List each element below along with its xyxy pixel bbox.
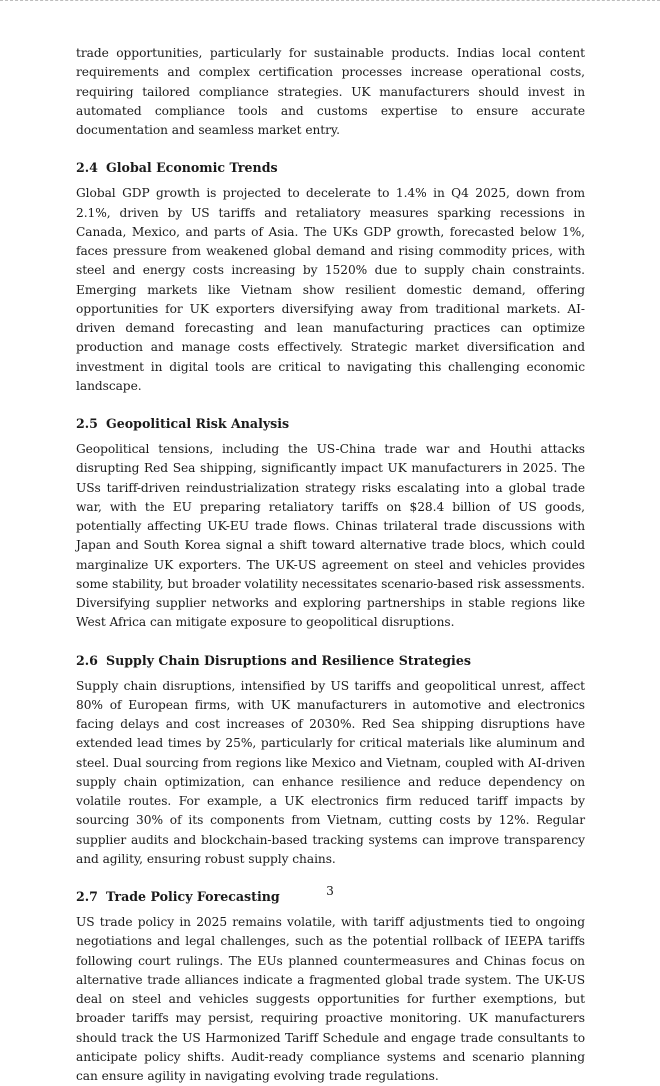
intro-paragraph: trade opportunities, particularly for sustainable products. Indias local content requirements and complex certification processes increase operational costs, requiring tailored compliance strategies. UK manufacturers should invest in automated compliance tools and customs expertise to ensure accurate documentation and seamless market entry. [76, 46, 585, 137]
section-title: Geopolitical Risk Analysis [106, 416, 290, 431]
section-body: US trade policy in 2025 remains volatile, with tariff adjustments tied to ongoing negotiations and legal challenges, such as the potential rollback of IEEPA tariffs following court rulings. The EUs planned countermeasures and Chinas focus on alternative trade alliances indicate a fragmented global trade system. The UK-US deal on steel and vehicles suggests opportunities for further exemptions, but broader tariffs may persist, requiring proactive monitoring. UK manufacturers should track the US Harmonized Tariff Schedule and engage trade consultants to anticipate policy shifts. Audit-ready compliance systems and scenario planning can ensure agility in navigating evolving trade regulations. [76, 915, 585, 1083]
section-title: Trade Policy Forecasting [106, 889, 280, 904]
section-supply-chain-disruptions [76, 651, 585, 870]
section-body: Geopolitical tensions, including the US-China trade war and Houthi attacks disrupting Red Sea shipping, significantly impact UK manufacturers in 2025. The USs tariff-driven reindustrialization strategy risks escalating into a global trade war, with the EU preparing retaliatory tariffs on $28.4 billion of US goods, potentially affecting UK-EU trade flows. Chinas trilateral trade discussions with Japan and South Korea signal a shift toward alternative trade blocs, which could marginalize UK exporters. The UK-US agreement on steel and vehicles provides some stability, but broader volatility necessitates scenario-based risk assessments. Diversifying supplier networks and exploring partnerships in stable regions like West Africa can mitigate exposure to geopolitical disruptions. [76, 442, 585, 630]
page-top-border [0, 0, 660, 1]
section-number: 2.5 [76, 416, 98, 431]
document-page [76, 44, 585, 1086]
section-heading [76, 651, 585, 670]
section-number: 2.4 [76, 160, 98, 176]
section-trade-policy-forecasting [76, 887, 585, 1086]
section-heading [76, 414, 585, 433]
section-number: 2.6 [76, 652, 98, 668]
section-global-economic-trends [76, 158, 585, 396]
section-heading [76, 158, 585, 177]
section-body: Global GDP growth is projected to decelerate to 1.4% in Q4 2025, down from 2.1%, driven by US tariffs and retaliatory measures sparking recessions in Canada, Mexico, and parts of Asia. The UKs GDP growth, forecasted below 1%, faces pressure from weakened global demand and rising commodity prices, with steel and energy costs increasing by 1520% due to supply chain constraints. Emerging markets like Vietnam show resilient domestic demand, offering opportunities for UK exporters diversifying away from traditional markets. AI-driven demand forecasting and lean manufacturing practices can optimize production and manage costs effectively. Strategic market diversification and investment in digital tools are critical to navigating this challenging economic landscape. [76, 186, 585, 393]
section-title: Global Economic Trends [106, 160, 278, 176]
page-number: 3 [326, 884, 334, 898]
section-geopolitical-risk-analysis [76, 414, 585, 633]
section-body: Supply chain disruptions, intensified by US tariffs and geopolitical unrest, affect 80% of European firms, with UK manufacturers in automotive and electronics facing delays and cost increases of 2030%. Red Sea shipping disruptions have extended lead times by 25%, particularly for critical materials like aluminum and steel. Dual sourcing from regions like Mexico and Vietnam, coupled with AI-driven supply chain optimization, can enhance resilience and reduce dependency on volatile routes. For example, a UK electronics firm reduced tariff impacts by sourcing 30% of its components from Vietnam, cutting costs by 12%. Regular supplier audits and blockchain-based tracking systems can improve transparency and agility, ensuring robust supply chains. [76, 678, 585, 866]
section-number: 2.7 [76, 889, 98, 904]
section-title: Supply Chain Disruptions and Resilience Strategies [106, 652, 471, 668]
